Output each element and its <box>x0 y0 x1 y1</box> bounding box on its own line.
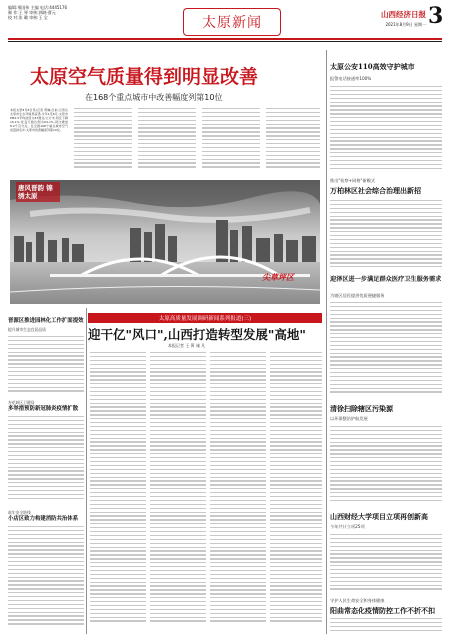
text-column <box>138 108 196 176</box>
series-headline: 迎干亿"风口",山西打造转型发展"高地" <box>88 327 306 342</box>
series-banner-label: 太原高质量发展调研新闻系列报道(三) <box>158 316 252 322</box>
right-story-1-subtitle: 报警电话接通率100% <box>330 76 372 81</box>
main-story-lead: 本报太原8月8日讯(记者 贾琳)日前,记者从太原市生态环境局获悉,今年1至6月,太原市PM2.5平均浓度为47微克/立方米,同比下降16.1%;优良天数比例为64.1%,同比增加8.2个百分点。在全国168个重点城市空气质量排名中,太原市改善幅度列第10位。 <box>10 108 68 133</box>
header-rule <box>8 38 442 40</box>
right-story-6-kicker: 守护人民生命安全和身体健康 <box>330 598 385 603</box>
right-story-3-title: 迎泽区进一步满足群众医疗卫生服务需求 <box>330 276 442 283</box>
left-story-2-kicker: 杏花岭区卫健局 <box>8 400 35 405</box>
column-divider <box>326 50 327 634</box>
text-column <box>150 352 206 630</box>
left-story-1-subtitle: 提升城市生态宜居品质 <box>8 327 46 332</box>
text-column <box>330 534 442 594</box>
right-story-5-subtitle: 今年共计立项25项 <box>330 524 365 529</box>
text-column <box>330 618 442 636</box>
section-tab-label: 太原新闻 <box>202 15 262 31</box>
city-photo <box>10 180 320 304</box>
left-story-2-title: 多举措预防新冠肺炎疫情扩散 <box>8 406 79 412</box>
text-column <box>8 416 84 506</box>
text-column <box>90 352 146 630</box>
text-column <box>330 86 442 174</box>
left-story-1-title: 晋源区推进园林化工作扩面提效 <box>8 318 84 324</box>
text-column <box>8 526 84 630</box>
series-byline: 本报记者 王 箐 诚 凡 <box>168 343 206 348</box>
paper-name: 山西经济日报 <box>381 10 426 19</box>
header-rule-thin <box>8 41 442 42</box>
text-column <box>330 200 442 272</box>
right-story-2-title: 万柏林区社会综合治理出新招 <box>330 186 421 195</box>
text-column <box>330 302 442 398</box>
meta-line: 编辑:邢国伟 主编 电话:4445176 <box>8 5 68 10</box>
text-column <box>330 426 442 506</box>
text-column <box>74 108 132 176</box>
section-tab <box>183 8 281 36</box>
left-story-3-kicker: 筑牢安全防线 <box>8 510 31 515</box>
right-story-5-title: 山西财经大学项目立项再创新高 <box>330 512 428 521</box>
right-story-1-title: 太原公安110高效守护城市 <box>330 62 415 71</box>
masthead <box>8 3 442 43</box>
meta-line: 制 作:王 琴 审核:郭晓·曹元 <box>8 10 56 15</box>
main-headline: 太原空气质量得到明显改善 <box>30 66 259 88</box>
date-line: 2021年8月9日 星期一 <box>385 22 426 27</box>
right-story-6-title: 阳曲常态化疫情防控工作不折不扣 <box>330 606 435 615</box>
page-number: 3 <box>428 3 444 29</box>
text-column <box>8 336 84 396</box>
text-column <box>202 108 260 176</box>
right-story-3-subtitle: 为辖区居民提供优质便捷服务 <box>330 293 385 298</box>
main-subheadline: 在168个重点城市中改善幅度列第10位 <box>85 93 223 102</box>
meta-line: 校 对:张 璐 审核:王 宝 <box>8 15 48 20</box>
column-divider <box>86 308 87 634</box>
text-column <box>270 352 322 630</box>
text-column <box>210 352 266 630</box>
left-story-3-title: 小店区致力构建消防共治体系 <box>8 516 79 522</box>
right-story-2-kicker: 推出"检察+网格"新模式 <box>330 178 376 183</box>
right-story-4-title: 清徐扫除辖区污染源 <box>330 404 393 413</box>
series-banner <box>88 313 322 323</box>
text-column <box>266 108 320 176</box>
photo-overlay-title: 唐风晋韵 锦绣太原 <box>16 182 60 202</box>
right-story-4-subtitle: 以环保整治护航发展 <box>330 416 368 421</box>
photo-caption: 尖草坪区 <box>262 272 294 282</box>
